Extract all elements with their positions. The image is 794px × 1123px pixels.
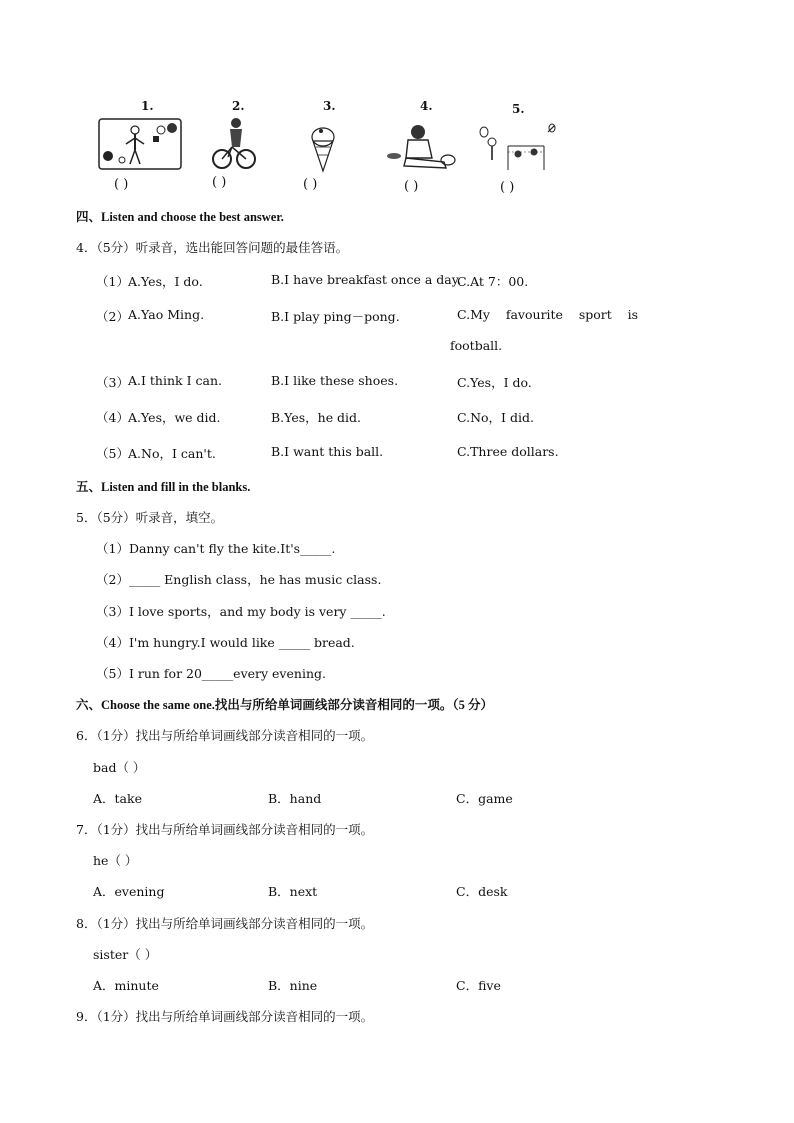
question-6-option-c[interactable]: C．game	[456, 791, 513, 806]
question-6-option-b[interactable]: B．hand	[268, 791, 322, 806]
picture-number-5: 5.	[512, 102, 525, 116]
answer-paren-2[interactable]: ( )	[212, 175, 227, 190]
option-b[interactable]: B.I play ping－pong.	[271, 309, 400, 324]
option-c[interactable]: C.Yes，I do.	[457, 375, 532, 390]
ice-cream-picture	[310, 125, 336, 173]
picture-number-4: 4.	[420, 99, 433, 113]
question-4-stem: 4．（5分）听录音，选出能回答问题的最佳答语。	[76, 240, 349, 255]
option-c-continued: football.	[450, 338, 503, 353]
option-row-number: （5）	[96, 446, 129, 461]
question-8-stem: 8．（1分）找出与所给单词画线部分读音相同的一项。	[76, 916, 374, 931]
picture-number-3: 3.	[323, 99, 336, 113]
answer-paren-3[interactable]: ( )	[303, 177, 318, 192]
question-9-stem: 9．（1分）找出与所给单词画线部分读音相同的一项。	[76, 1009, 374, 1024]
option-b[interactable]: B.I like these shoes.	[271, 373, 399, 388]
picture-number-1: 1.	[141, 99, 154, 113]
question-8-option-a[interactable]: A．minute	[93, 978, 159, 993]
answer-paren-5[interactable]: ( )	[500, 180, 515, 195]
option-a[interactable]: A.No，I can't.	[128, 446, 216, 461]
option-c[interactable]: C.No，I did.	[457, 410, 534, 425]
question-5-stem: 5．（5分）听录音，填空。	[76, 510, 224, 525]
badminton-picture	[478, 122, 558, 172]
picture-number-2: 2.	[232, 99, 245, 113]
option-a[interactable]: A.Yes，I do.	[128, 274, 203, 289]
answer-paren-4[interactable]: ( )	[404, 179, 419, 194]
option-a[interactable]: A.Yes，we did.	[128, 410, 221, 425]
fill-blank-item[interactable]: （2）_____ English class，he has music class.	[96, 572, 382, 587]
option-c[interactable]: C.Three dollars.	[457, 444, 559, 459]
option-c[interactable]: C.My favourite sport is	[457, 307, 639, 322]
option-a[interactable]: A.Yao Ming.	[128, 307, 205, 322]
option-b[interactable]: B.Yes，he did.	[271, 410, 362, 425]
option-row-number: （3）	[96, 375, 129, 390]
fill-blank-item[interactable]: （1）Danny can't fly the kite.It's_____.	[96, 541, 336, 556]
question-7-option-b[interactable]: B．next	[268, 884, 318, 899]
option-a[interactable]: A.I think I can.	[128, 373, 222, 388]
question-8-word[interactable]: sister（ ）	[93, 947, 158, 962]
question-6-option-a[interactable]: A．take	[93, 791, 142, 806]
section-6-title: 六、Choose the same one.找出与所给单词画线部分读音相同的一项。（5 分）	[76, 698, 494, 712]
option-row-number: （2）	[96, 309, 129, 324]
option-c[interactable]: C.At 7：00.	[457, 274, 529, 289]
question-8-option-b[interactable]: B．nine	[268, 978, 318, 993]
question-7-stem: 7．（1分）找出与所给单词画线部分读音相同的一项。	[76, 822, 374, 837]
option-b[interactable]: B.I have breakfast once a day.	[271, 272, 462, 287]
girl-sitting-picture	[386, 122, 458, 172]
question-8-option-c[interactable]: C．five	[456, 978, 501, 993]
option-b[interactable]: B.I want this ball.	[271, 444, 384, 459]
question-6-stem: 6．（1分）找出与所给单词画线部分读音相同的一项。	[76, 728, 374, 743]
question-7-option-a[interactable]: A．evening	[93, 884, 165, 899]
question-7-word[interactable]: he（ ）	[93, 853, 138, 868]
answer-paren-1[interactable]: ( )	[114, 177, 129, 192]
football-boy-picture	[98, 118, 182, 170]
section-5-title: 五、Listen and fill in the blanks.	[76, 480, 251, 494]
option-row-number: （4）	[96, 410, 129, 425]
fill-blank-item[interactable]: （4）I'm hungry.I would like _____ bread.	[96, 635, 355, 650]
question-6-word[interactable]: bad（ ）	[93, 760, 146, 775]
option-row-number: （1）	[96, 274, 129, 289]
fill-blank-item[interactable]: （5）I run for 20_____every evening.	[96, 666, 326, 681]
bicycle-picture	[212, 115, 256, 171]
section-4-title: 四、Listen and choose the best answer.	[76, 210, 284, 224]
fill-blank-item[interactable]: （3）I love sports，and my body is very _____.	[96, 604, 386, 619]
question-7-option-c[interactable]: C．desk	[456, 884, 508, 899]
